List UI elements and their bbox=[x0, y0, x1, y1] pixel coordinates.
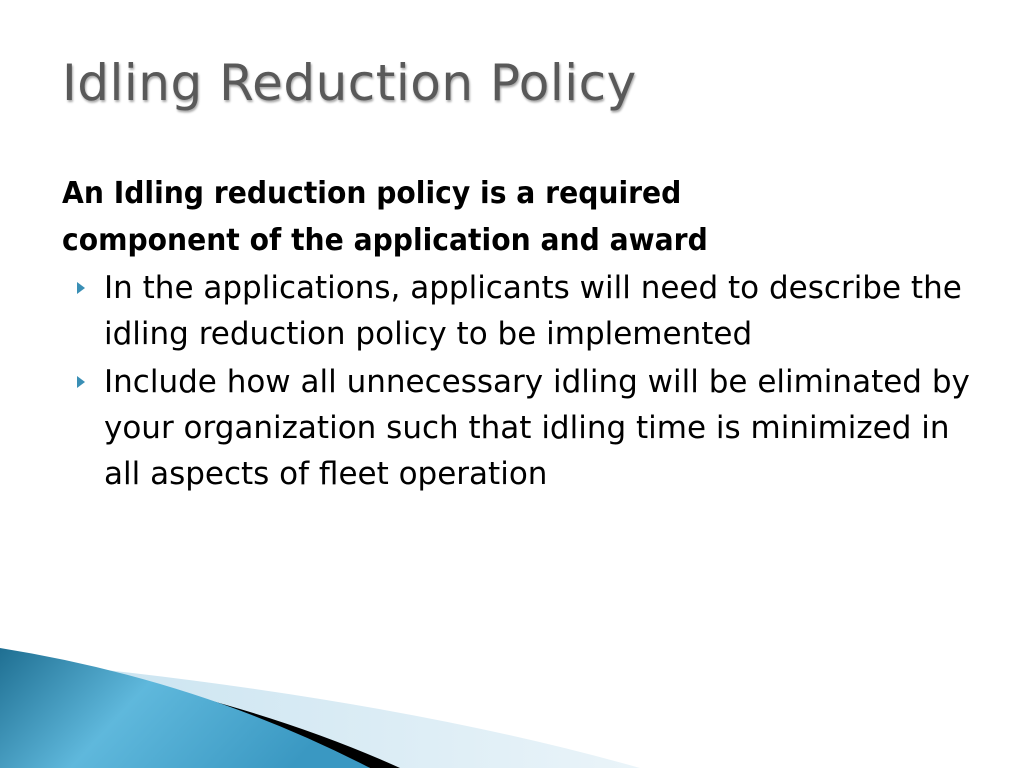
triangle-bullet-icon bbox=[77, 376, 85, 388]
slide-title: Idling Reduction Policy bbox=[62, 54, 637, 112]
pale-wedge-shape bbox=[60, 665, 640, 768]
black-stripe-shape bbox=[40, 662, 400, 768]
intro-text: An Idling reduction policy is a required component of the application and award bbox=[62, 176, 708, 258]
bullet-text: In the applications, applicants will need to describe the idling reduction policy to be implemented bbox=[104, 270, 962, 352]
bullet-item-include bbox=[72, 359, 972, 497]
bullet-text: Include how all unnecessary idling will be eliminated by your organization such that idling time is minimized in all aspects of fleet operation bbox=[104, 364, 970, 492]
blue-wave-shape bbox=[0, 648, 370, 768]
bullet-item-applications bbox=[72, 265, 972, 357]
bullet-list bbox=[72, 265, 972, 499]
triangle-bullet-icon bbox=[77, 282, 85, 294]
